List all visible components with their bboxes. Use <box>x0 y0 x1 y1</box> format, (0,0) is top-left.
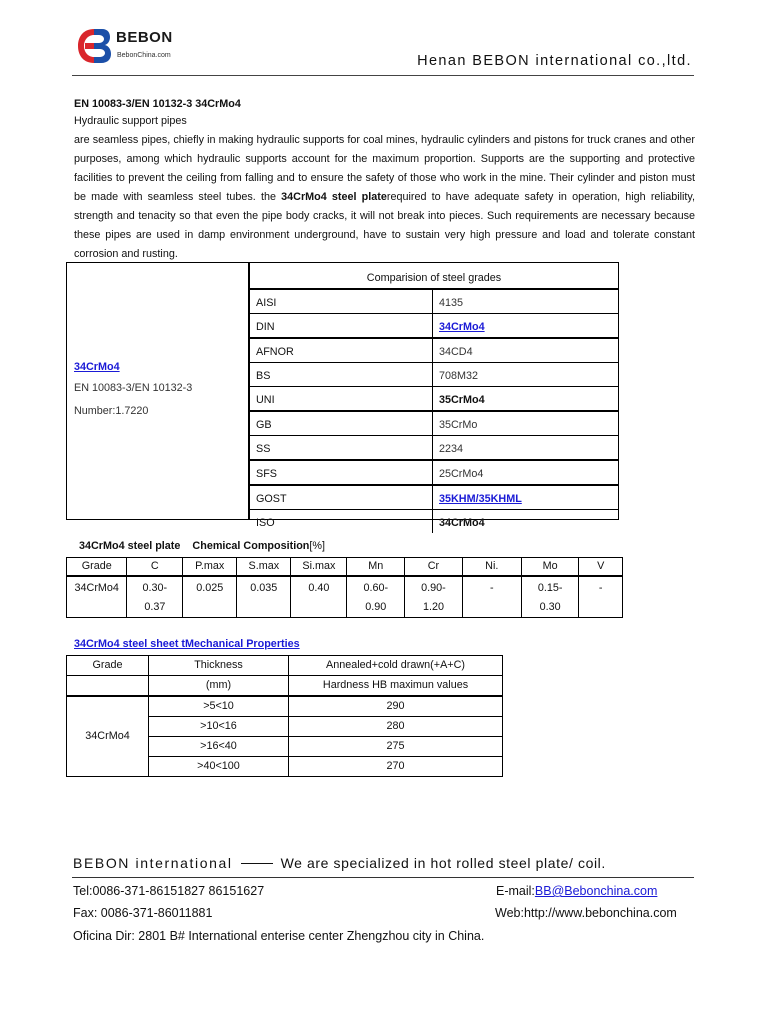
mechanical-header-row <box>67 656 503 676</box>
grade-row <box>250 510 618 533</box>
slogan-brand: BEBON international <box>73 855 233 871</box>
brand-name: BEBON <box>116 29 173 46</box>
grade-value: 34CD4 <box>439 346 473 358</box>
intro-bold: 34CrMo4 steel plate <box>281 191 387 203</box>
chemical-header-cell: Cr <box>405 558 463 577</box>
footer-email <box>496 884 657 898</box>
company-name: Henan BEBON international co.,ltd. <box>417 53 692 69</box>
chemical-header-cell: C <box>127 558 183 577</box>
grade-standard-name: SS <box>256 443 271 455</box>
chemical-cell: 0.40 <box>291 576 347 618</box>
grade-value: 35CrMo <box>439 419 478 431</box>
grade-row <box>250 461 618 486</box>
grade-row <box>250 436 618 461</box>
grade-row <box>250 486 618 510</box>
mechanical-title-link[interactable]: 34CrMo4 steel sheet tMechanical Properties <box>74 638 300 650</box>
mechanical-thickness: >10<16 <box>149 717 289 737</box>
slogan-text: We are specialized in hot rolled steel plate/ coil. <box>280 855 606 871</box>
chemical-cell: 0.90- 1.20 <box>405 576 463 618</box>
grade-standard-name: AISI <box>256 297 277 309</box>
chemical-title-grade: 34CrMo4 steel plate <box>79 540 181 552</box>
header-divider <box>72 75 694 76</box>
brand-url: BebonChina.com <box>117 52 171 59</box>
grade-value: 34CrMo4 <box>439 517 485 529</box>
intro-title: EN 10083-3/EN 10132-3 34CrMo4 <box>74 98 241 110</box>
grades-table <box>66 262 619 529</box>
intro-paragraph <box>74 131 695 264</box>
mechanical-header-row-2 <box>67 676 503 697</box>
mechanical-row <box>67 696 503 717</box>
email-link[interactable]: BB@Bebonchina.com <box>534 884 658 898</box>
intro-text-2: required to have adequate safety in operation, high reliability, strength and tenacity so that even the pipe body cracks, it will not break into pieces. Such requirements are necessary because these pipes are used in damp environment underground, have to sustain very high pressure and load and tolerate constant corrosion and rusting. <box>74 191 696 260</box>
footer-address: Oficina Dir: 2801 B# International enterise center Zhengzhou city in China. <box>73 929 485 943</box>
grade-row <box>250 290 618 314</box>
chemical-title <box>79 540 325 552</box>
mechanical-header-thickness: Thickness <box>149 656 289 676</box>
chemical-header-cell: P.max <box>183 558 237 577</box>
grade-standard-name: GOST <box>256 493 287 505</box>
mechanical-header-grade-blank <box>67 676 149 697</box>
grade-standard-name: UNI <box>256 394 275 406</box>
grade-number: Number:1.7220 <box>74 405 149 417</box>
chemical-header-cell: V <box>579 558 623 577</box>
chemical-cell: 0.60- 0.90 <box>347 576 405 618</box>
mechanical-table <box>66 655 503 777</box>
chemical-cell: - <box>579 576 623 618</box>
intro-subtitle: Hydraulic support pipes <box>74 115 187 127</box>
chemical-data-row <box>67 576 623 618</box>
chemical-cell: 0.025 <box>183 576 237 618</box>
grades-caption: Comparision of steel grades <box>250 263 618 290</box>
grade-value-link[interactable]: 34CrMo4 <box>439 321 485 333</box>
mechanical-header-grade: Grade <box>67 656 149 676</box>
bebon-logo <box>76 26 206 66</box>
chemical-cell: 0.035 <box>237 576 291 618</box>
mechanical-grade: 34CrMo4 <box>67 696 149 777</box>
chemical-header-cell: S.max <box>237 558 291 577</box>
chemical-header-row <box>67 558 623 577</box>
mechanical-hardness: 290 <box>289 696 503 717</box>
grade-value-link[interactable]: 35KHM/35KHML <box>439 493 522 505</box>
chemical-table <box>66 557 623 618</box>
chemical-cell: 0.15- 0.30 <box>521 576 579 618</box>
chemical-header-cell: Mo <box>521 558 579 577</box>
grade-value: 708M32 <box>439 370 479 382</box>
mechanical-header-thickness-unit: (mm) <box>149 676 289 697</box>
footer-divider <box>72 877 694 878</box>
chemical-cell: - <box>462 576 521 618</box>
chemical-cell: 34CrMo4 <box>67 576 127 618</box>
grade-row <box>250 339 618 363</box>
grade-link[interactable]: 34CrMo4 <box>74 361 120 373</box>
grade-standard-name: ISO <box>256 517 275 529</box>
mechanical-hardness: 275 <box>289 737 503 757</box>
chemical-header-cell: Si.max <box>291 558 347 577</box>
grade-standard-name: DIN <box>256 321 275 333</box>
grade-standard-name: BS <box>256 370 271 382</box>
grade-standard-name: SFS <box>256 468 277 480</box>
grade-standard-name: AFNOR <box>256 346 294 358</box>
mechanical-hardness: 270 <box>289 757 503 777</box>
grade-row <box>250 412 618 436</box>
grade-standard-name: GB <box>256 419 272 431</box>
grades-left-cell <box>67 263 250 519</box>
footer-tel: Tel:0086-371-86151827 86151627 <box>73 884 265 898</box>
intro-text-1: are seamless pipes, chiefly in making hydraulic supports for coal mines, hydraulic cylinders and pistons for truck cranes and other purposes, among which hydraulic supports account for the maximum proportion. Supports are the supporting and protective facilities to prevent the ceiling from falling and to ensure the safety of those who work in the mine. Their cylinder and piston must be made with seamless steel tubes. the <box>74 134 695 203</box>
mechanical-thickness: >16<40 <box>149 737 289 757</box>
grade-value: 4135 <box>439 297 464 309</box>
grade-row <box>250 363 618 387</box>
grade-value: 35CrMo4 <box>439 394 485 406</box>
grade-row <box>250 387 618 412</box>
chemical-title-label: Chemical Composition <box>192 540 310 552</box>
bebon-logo-icon <box>76 26 112 66</box>
mechanical-header-condition: Annealed+cold drawn(+A+C) <box>289 656 503 676</box>
footer-slogan <box>73 855 606 871</box>
grades-comparison <box>250 263 618 533</box>
chemical-cell: 0.30- 0.37 <box>127 576 183 618</box>
email-label: E-mail: <box>496 884 535 898</box>
slogan-dash <box>241 863 273 864</box>
chemical-title-unit: [%] <box>309 540 326 552</box>
grade-row <box>250 314 618 339</box>
mechanical-hardness: 280 <box>289 717 503 737</box>
footer-web[interactable]: Web:http://www.bebonchina.com <box>495 906 677 920</box>
chemical-header-cell: Ni. <box>462 558 521 577</box>
mechanical-thickness: >5<10 <box>149 696 289 717</box>
chemical-header-cell: Grade <box>67 558 127 577</box>
intro-section <box>74 95 695 264</box>
chemical-header-cell: Mn <box>347 558 405 577</box>
mechanical-thickness: >40<100 <box>149 757 289 777</box>
footer-fax: Fax: 0086-371-86011881 <box>73 906 213 920</box>
grade-value: 25CrMo4 <box>439 468 484 480</box>
mechanical-header-hardness: Hardness HB maximun values <box>289 676 503 697</box>
grade-standard: EN 10083-3/EN 10132-3 <box>74 382 193 394</box>
grade-value: 2234 <box>439 443 464 455</box>
